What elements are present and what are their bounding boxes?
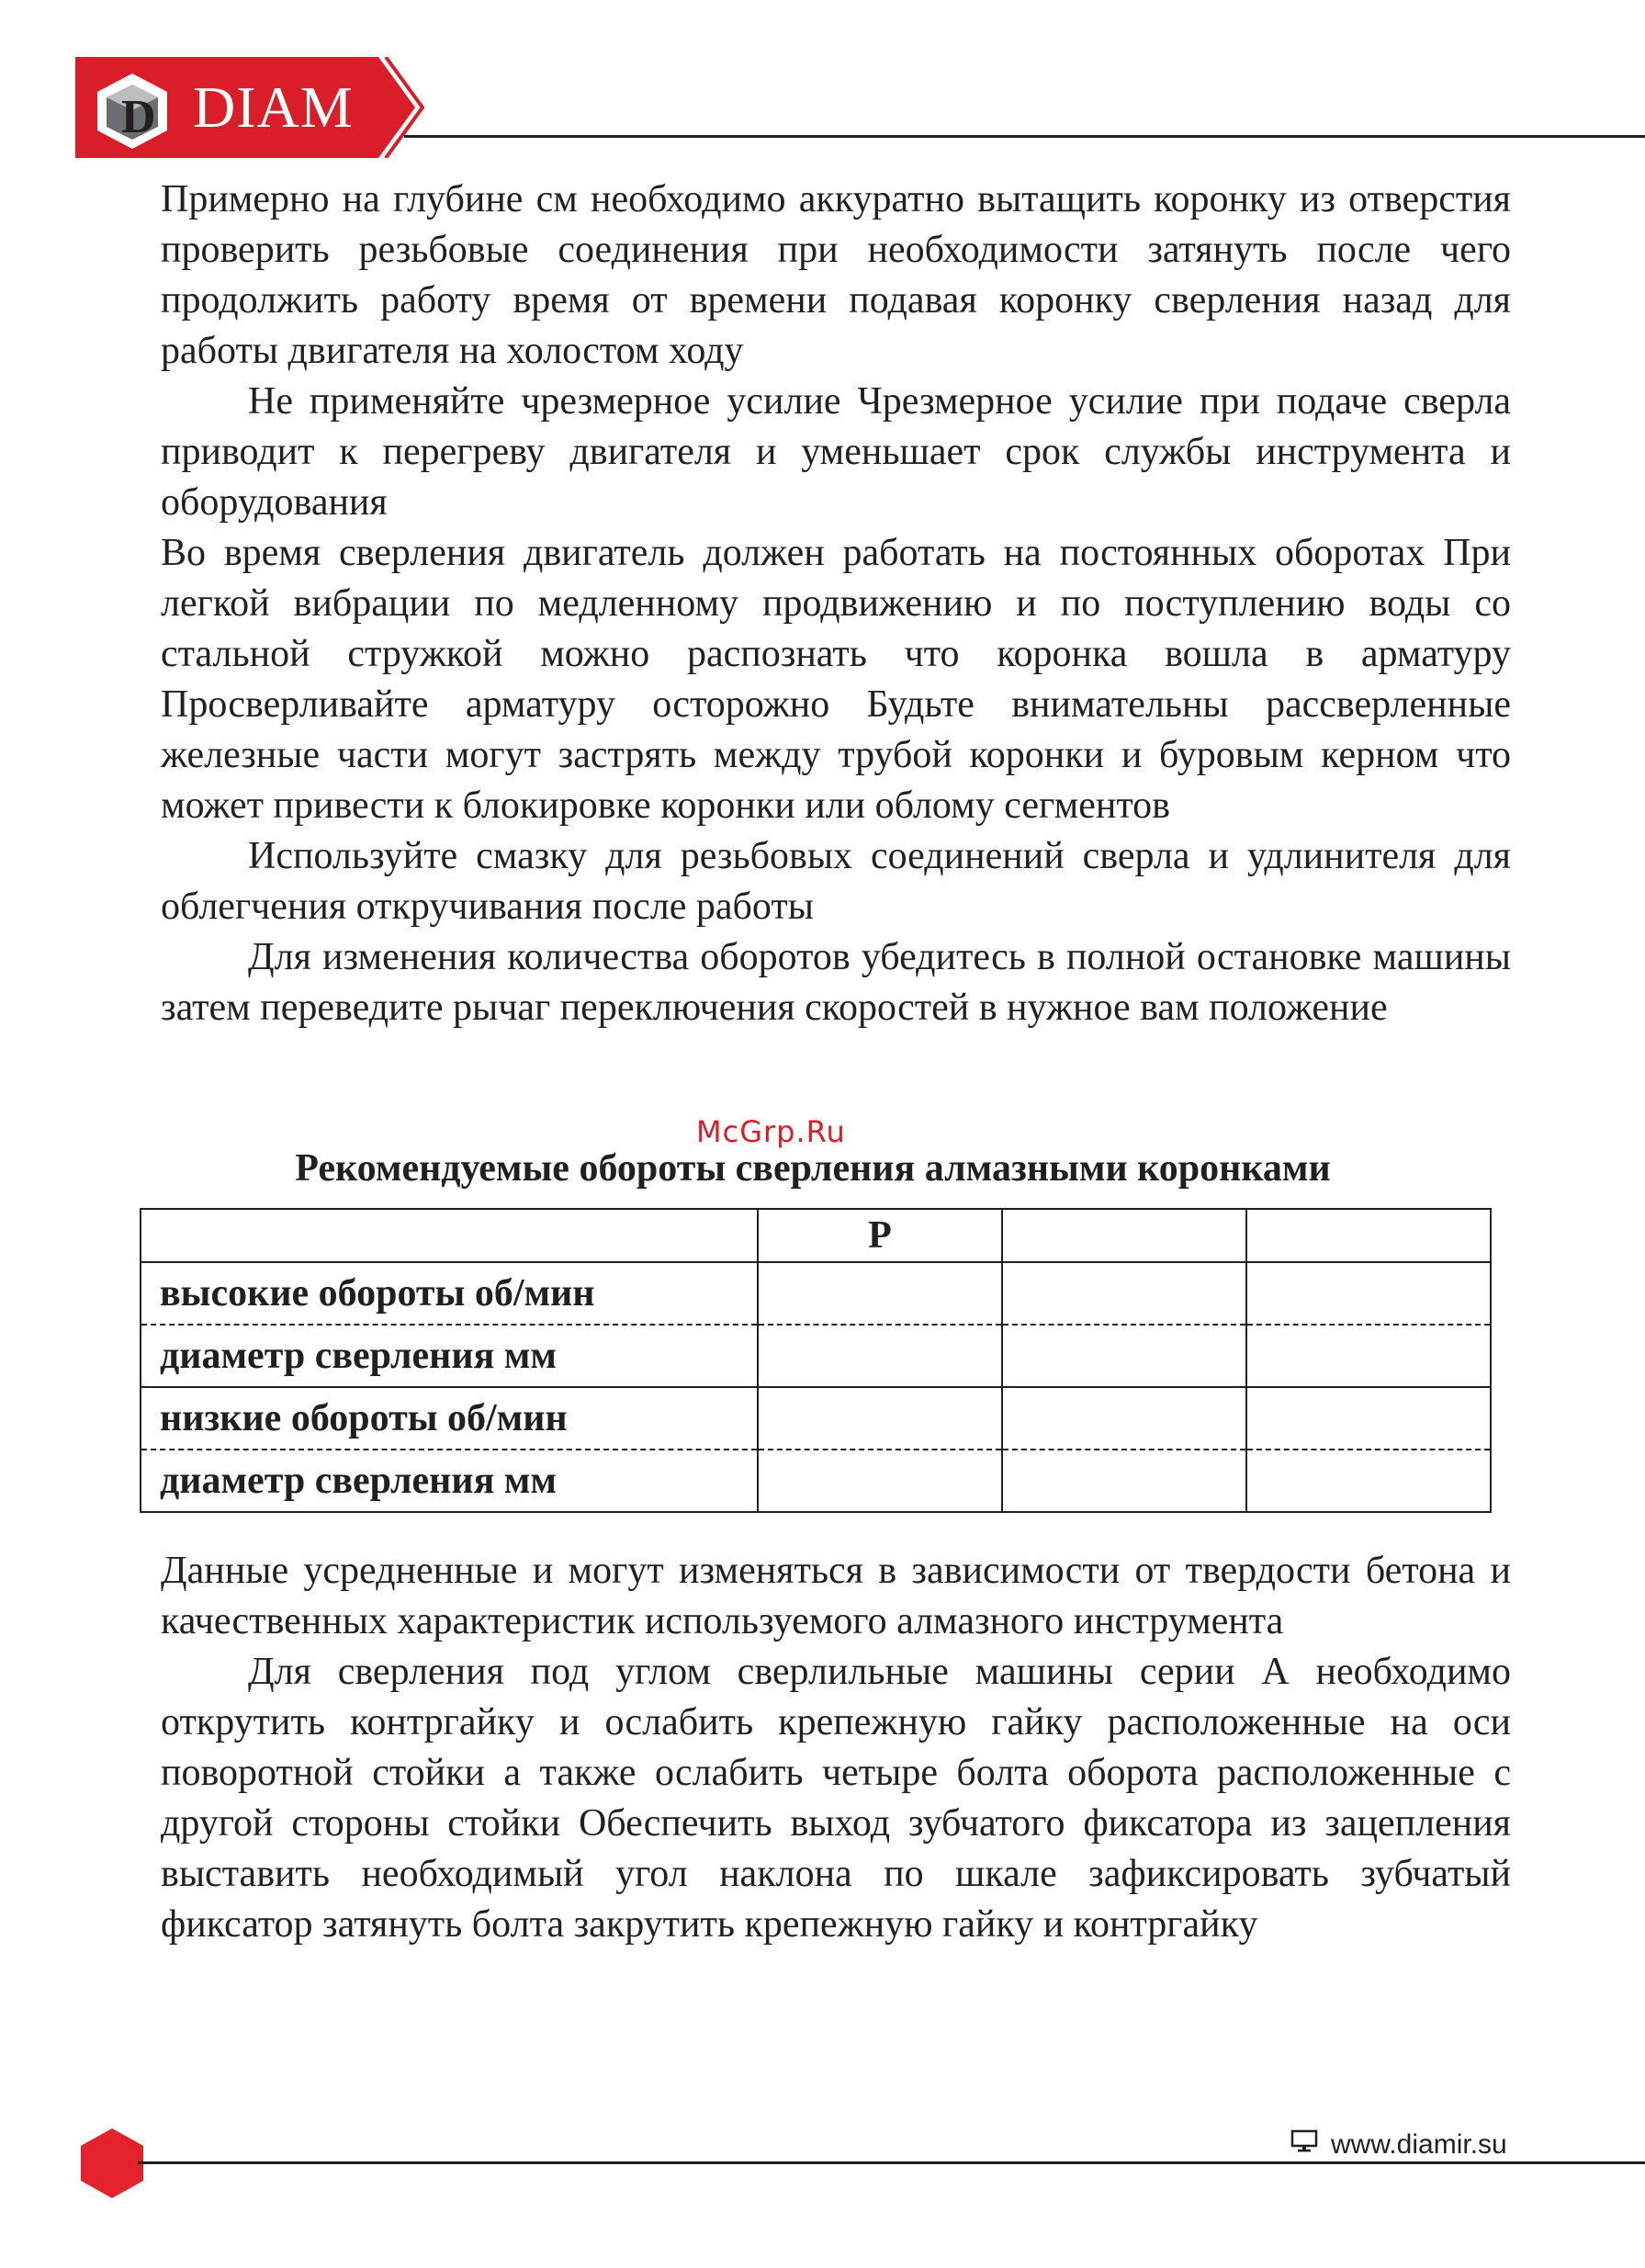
table-cell [1246,1387,1491,1450]
footer-url[interactable] [1290,2129,1507,2161]
row-label: диаметр сверления мм [141,1450,758,1512]
paragraph: Для изменения количества оборотов убедитесь в полной остановке машины затем переведите рычаг переключения скоростей в нужное вам положение [161,936,1511,1029]
table-title: Рекомендуемые обороты сверления алмазными коронками [295,1147,1331,1190]
table-row [141,1262,1491,1325]
paragraph: Примерно на глубине см необходимо аккуратно вытащить коронку из отверстия проверить резьбовые соединения при необходимости затянуть после чего продолжить работу время от времени подавая коронку сверления назад для работы двигателя на холостом ходу [161,178,1511,372]
table-cell [1002,1387,1246,1450]
table-cell [1246,1325,1491,1387]
body-text-top [161,175,1511,1033]
table-cell [1002,1450,1246,1512]
row-label: высокие обороты об/мин [141,1262,758,1325]
table-cell [758,1262,1002,1325]
table-header-cell [141,1209,758,1262]
footer-rule [138,2161,1645,2164]
paragraph: Для сверления под углом сверлильные машины серии А необходимо открутить контргайку и ослабить крепежную гайку расположенные на оси поворотной стойки а также ослабить четыре болта оборота расположенные с другой стороны стойки Обеспечить выход зубчатого фиксатора из зацепления выставить необходимый угол наклона по шкале зафиксировать зубчатый фиксатор затянуть болта закрутить крепежную гайку и контргайку [161,1651,1511,1946]
table-cell [758,1325,1002,1387]
table-row [141,1325,1491,1387]
watermark: McGrp.Ru [696,1114,846,1149]
table-cell [758,1387,1002,1450]
logo-text: DIAM [193,74,354,140]
table-header-cell [1002,1209,1246,1262]
table-header-row [141,1209,1491,1262]
rpm-table [140,1208,1492,1513]
table-row [141,1450,1491,1512]
monitor-icon [1290,2129,1318,2161]
paragraph: Используйте смазку для резьбовых соединений сверла и удлинителя для облегчения откручивания после работы [161,835,1511,928]
header-logo-bar [75,57,406,158]
header-rule [404,135,1645,138]
svg-text:D: D [121,91,156,143]
table-row [141,1387,1491,1450]
table-header-cell: Р [758,1209,1002,1262]
table-cell [1002,1262,1246,1325]
table-cell [1246,1262,1491,1325]
paragraph: Во время сверления двигатель должен работать на постоянных оборотах При легкой вибрации по медленному продвижению и по поступлению воды со стальной стружкой можно распознать что коронка вошла в арматуру Просверливайте арматуру осторожно Будьте внимательны рассверленные железные части могут застрять между трубой коронки и буровым керном что может привести к блокировке коронки или облому сегментов [161,532,1511,827]
table-header-cell [1246,1209,1491,1262]
table-cell [1246,1450,1491,1512]
row-label: диаметр сверления мм [141,1325,758,1387]
footer-url-text[interactable]: www.diamir.su [1331,2129,1507,2160]
paragraph: Данные усредненные и могут изменяться в зависимости от твердости бетона и качественных характеристик используемого алмазного инструмента [161,1550,1511,1642]
body-text-bottom [161,1546,1511,1950]
table-cell [1002,1325,1246,1387]
table-cell [758,1450,1002,1512]
paragraph: Не применяйте чрезмерное усилие Чрезмерное усилие при подаче сверла приводит к перегреву двигателя и уменьшает срок службы инструмента и оборудования [161,380,1511,524]
row-label: низкие обороты об/мин [141,1387,758,1450]
